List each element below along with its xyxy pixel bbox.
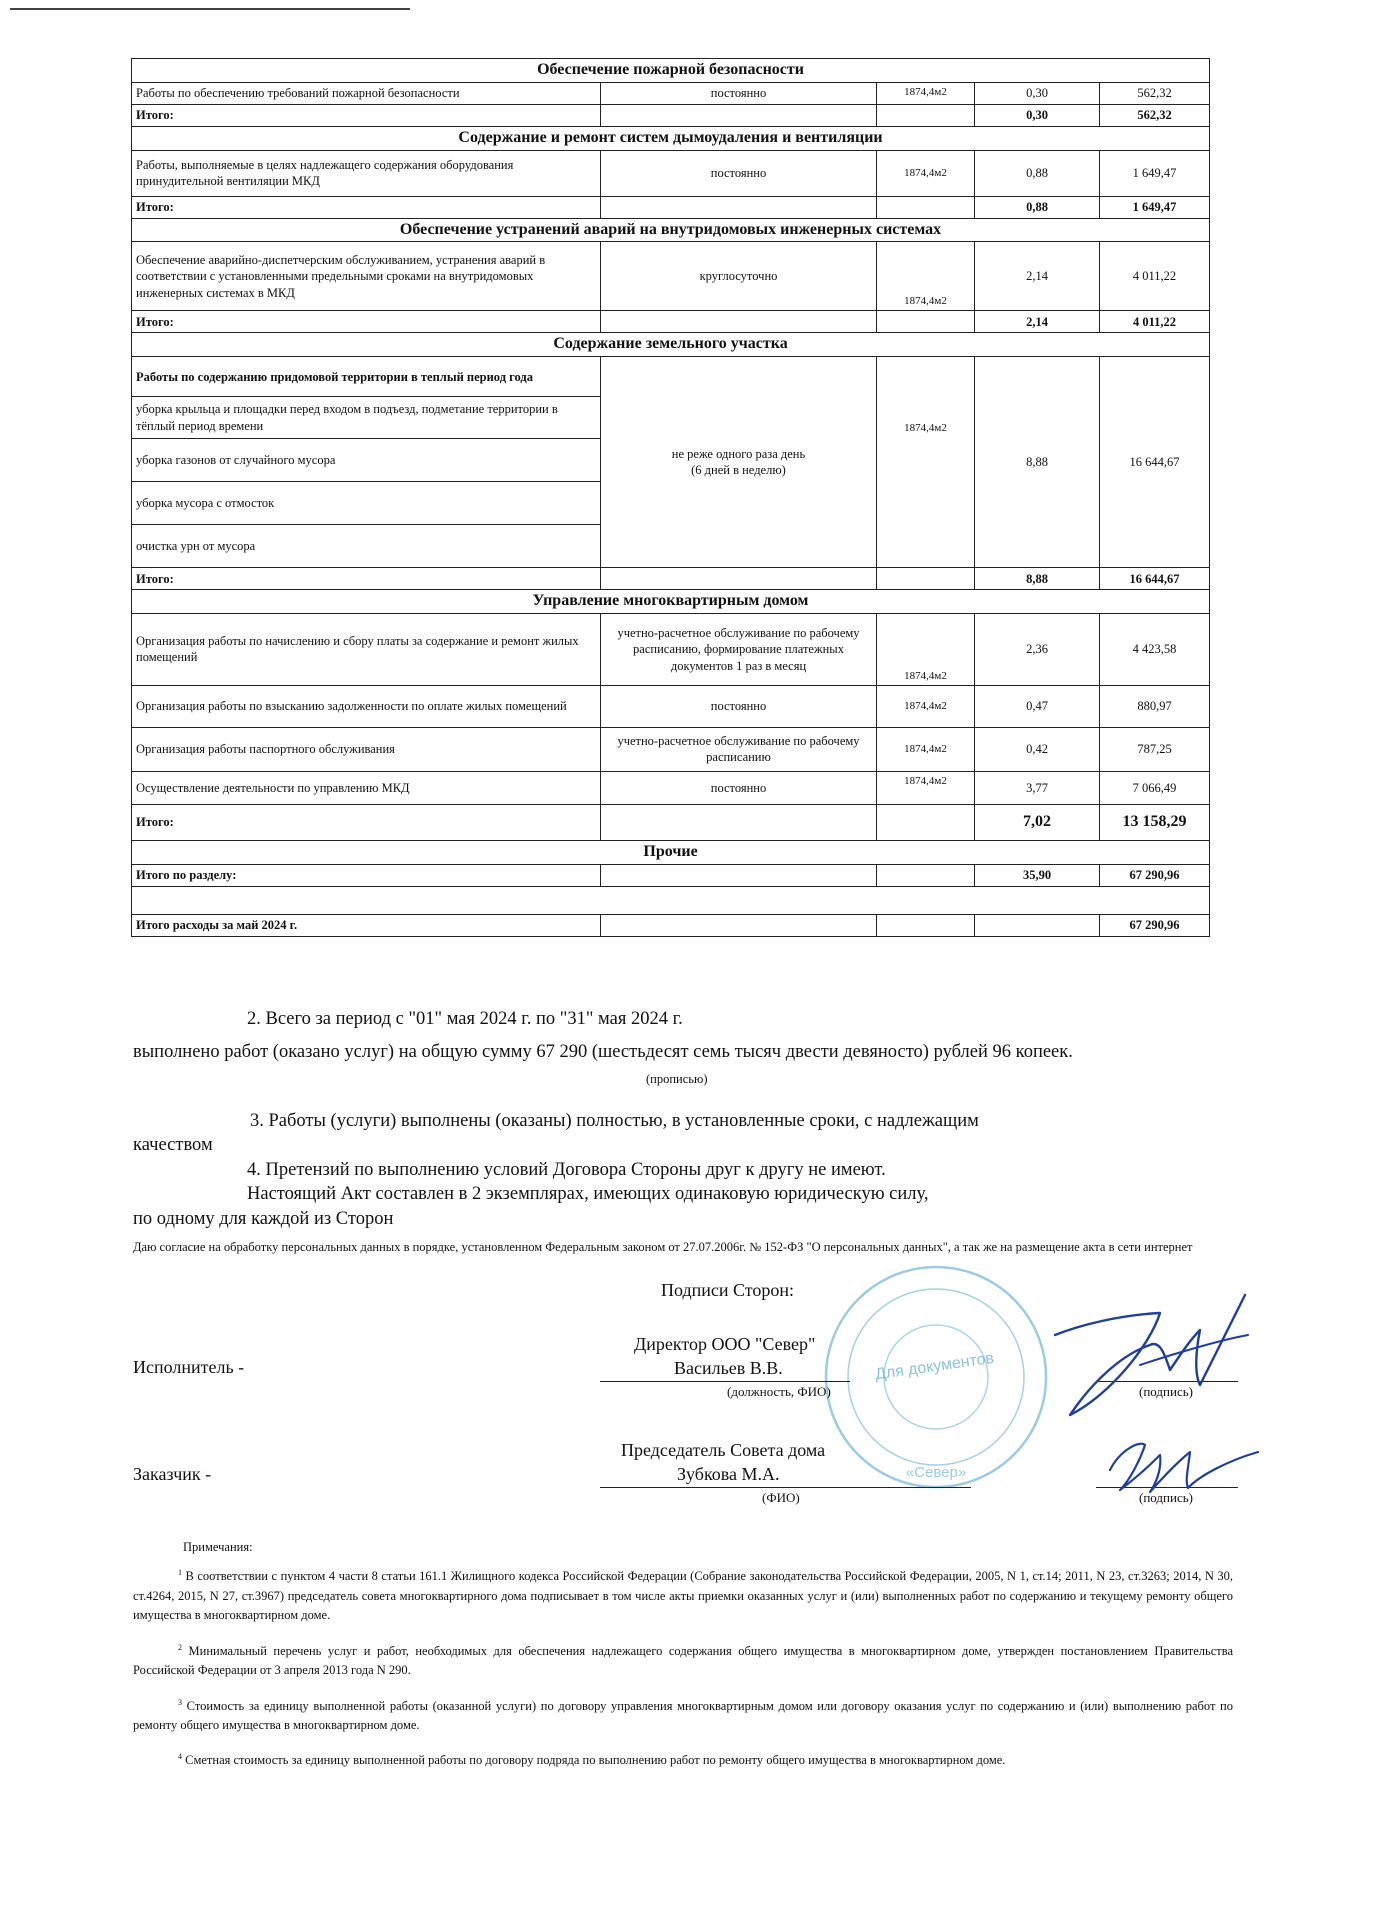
row-area: 1874,4м2 (877, 82, 975, 104)
note-2-text: Минимальный перечень услуг и работ, необходимых для обеспечения надлежащего содержания общего имущества в многоквартирном доме, утвержден постановлением Правительства Российской Федерации от 3 апреля 2013 года N 290. (133, 1643, 1234, 1678)
stamp-text: Для документов (874, 1349, 996, 1384)
paragraph-5-line-2: по одному для каждой из Сторон (133, 1209, 394, 1229)
row-rate: 2,36 (975, 613, 1100, 685)
row-rate: 0,30 (975, 82, 1100, 104)
grand-total-sum: 67 290,96 (1100, 914, 1210, 936)
row-sum: 562,32 (1100, 82, 1210, 104)
note-3: $^3$ Стоимость за единицу выполненной работы (оказанной услуги) по договору управления многоквартирным домом или договору оказания услуг по содержанию и (или) выполнению работ по ремонту общего имущества в многоквартирном доме. (133, 1697, 1233, 1733)
row-sum: 4 423,58 (1100, 613, 1210, 685)
section-total-rate: 35,90 (975, 864, 1100, 886)
executor-name: Васильев В.В. (674, 1358, 783, 1378)
land-item: очистка урн от мусора (132, 525, 601, 568)
row-area: 1874,4м2 (877, 613, 975, 685)
row-sum: 880,97 (1100, 685, 1210, 727)
land-rate: 8,88 (975, 357, 1100, 568)
row-area: 1874,4м2 (877, 150, 975, 196)
note-3-text: Стоимость за единицу выполненной работы (оказанной услуги) по договору управления многоквартирным домом или договору оказания услуг по содержанию и (или) выполнению работ по ремонту общего имущества в многоквартирном доме. (133, 1698, 1233, 1733)
land-item: уборка крыльца и площадки перед входом в подъезд, подметание территории в тёплый период времени (132, 397, 601, 439)
row-rate: 2,14 (975, 242, 1100, 311)
land-item: уборка мусора с отмосток (132, 482, 601, 525)
executor-caption: (должность, ФИО) (727, 1384, 831, 1399)
row-period: постоянно (601, 771, 877, 804)
row-name: Работы по обеспечению требований пожарной безопасности (132, 82, 601, 104)
total-sum: 13 158,29 (1100, 804, 1210, 840)
signatures-heading: Подписи Сторон: (661, 1280, 795, 1300)
row-sum: 1 649,47 (1100, 150, 1210, 196)
row-sum: 4 011,22 (1100, 242, 1210, 311)
row-name: Организация работы паспортного обслуживания (132, 727, 601, 771)
total-label: Итого: (132, 104, 601, 126)
section-title-other: Прочие (132, 840, 1210, 864)
total-rate: 0,30 (975, 104, 1100, 126)
section-title-emergency: Обеспечение устранений аварий на внутридомовых инженерных системах (132, 218, 1210, 242)
row-sum: 7 066,49 (1100, 771, 1210, 804)
customer-signature (1100, 1430, 1260, 1500)
note-1-text: В соответствии с пунктом 4 части 8 статьи 161.1 Жилищного кодекса Российской Федерации (Собрание законодательства Российской Федерации, 2005, N 1, ст.14; 2011, N 23, ст.3263; 2014, N 30, ст.4264, 2015, N 27, ст.3967) председатель совета многоквартирного дома подписывает в том числе акты приемки оказанных услуг и (или) выполненных работ по содержанию и текущему ремонту общего имущества в многоквартирном доме. (133, 1569, 1233, 1623)
customer-name: Зубкова М.А. (677, 1464, 780, 1484)
executor-label: Исполнитель - (133, 1357, 245, 1377)
services-table (131, 58, 1210, 937)
row-period: учетно-расчетное обслуживание по рабочему расписанию (601, 727, 877, 771)
stamp-org: «Север» (905, 1464, 967, 1481)
total-sum: 1 649,47 (1100, 196, 1210, 218)
land-period: не реже одного раза день (6 дней в неделю) (601, 357, 877, 568)
row-rate: 3,77 (975, 771, 1100, 804)
executor-name-line (600, 1381, 850, 1382)
total-rate: 8,88 (975, 568, 1100, 590)
row-sum: 787,25 (1100, 727, 1210, 771)
notes-heading: Примечания: (183, 1540, 253, 1554)
section-title-fire: Обеспечение пожарной безопасности (132, 59, 1210, 83)
paragraph-5-line-1: Настоящий Акт составлен в 2 экземплярах, имеющих одинаковую юридическую силу, (247, 1184, 929, 1204)
scan-top-line (10, 8, 410, 10)
company-stamp (822, 1263, 1050, 1491)
total-rate: 2,14 (975, 311, 1100, 333)
total-label: Итого: (132, 804, 601, 840)
customer-name-line (600, 1487, 971, 1488)
row-name: Организация работы по взысканию задолженности по оплате жилых помещений (132, 685, 601, 727)
section-total-sum: 67 290,96 (1100, 864, 1210, 886)
paragraph-2-line-1: 2. Всего за период с "01" мая 2024 г. по "31" мая 2024 г. (247, 1009, 683, 1029)
grand-total-label: Итого расходы за май 2024 г. (132, 914, 601, 936)
total-label: Итого: (132, 311, 601, 333)
paragraph-3-line-2: качеством (133, 1135, 213, 1155)
total-label: Итого: (132, 196, 601, 218)
land-item: уборка газонов от случайного мусора (132, 439, 601, 482)
paragraph-2-line-2: выполнено работ (оказано услуг) на общую сумму 67 290 (шестьдесят семь тысяч двести девяносто) рублей 96 копеек. (133, 1042, 1073, 1062)
row-period: круглосуточно (601, 242, 877, 311)
customer-caption: (ФИО) (762, 1490, 800, 1505)
total-sum: 16 644,67 (1100, 568, 1210, 590)
paragraph-3-line-1: 3. Работы (услуги) выполнены (оказаны) полностью, в установленные сроки, с надлежащим (250, 1111, 979, 1131)
row-period: постоянно (601, 150, 877, 196)
row-period: постоянно (601, 82, 877, 104)
executor-position: Директор ООО "Север" (634, 1334, 816, 1354)
row-rate: 0,42 (975, 727, 1100, 771)
row-period: учетно-расчетное обслуживание по рабочему расписанию, формирование платежных документов 1 раз в месяц (601, 613, 877, 685)
section-title-management: Управление многоквартирным домом (132, 590, 1210, 614)
note-4: $^4$ Сметная стоимость за единицу выполненной работы по договору подряда по выполнению работ по ремонту общего имущества в многоквартирном доме. (178, 1752, 1006, 1768)
executor-signature (1050, 1285, 1250, 1425)
row-name: Работы, выполняемые в целях надлежащего содержания оборудования принудительной вентиляции МКД (132, 150, 601, 196)
customer-label: Заказчик - (133, 1464, 212, 1484)
total-sum: 4 011,22 (1100, 311, 1210, 333)
paragraph-2-caption: (прописью) (646, 1072, 708, 1086)
row-name: Обеспечение аварийно-диспетчерским обслуживанием, устранения аварий в соответствии с установленными предельными сроками на внутридомовых инженерных системах в МКД (132, 242, 601, 311)
total-label: Итого: (132, 568, 601, 590)
group-heading: Работы по содержанию придомовой территории в теплый период года (132, 357, 601, 397)
executor-sign-caption: (подпись) (1139, 1384, 1193, 1399)
section-title-land: Содержание земельного участка (132, 333, 1210, 357)
customer-position: Председатель Совета дома (621, 1440, 826, 1460)
land-sum: 16 644,67 (1100, 357, 1210, 568)
total-rate: 0,88 (975, 196, 1100, 218)
note-4-text: Сметная стоимость за единицу выполненной работы по договору подряда по выполнению работ по ремонту общего имущества в многоквартирном доме. (185, 1753, 1006, 1768)
spacer-row (132, 886, 1210, 914)
row-area: 1874,4м2 (877, 727, 975, 771)
row-area: 1874,4м2 (877, 242, 975, 311)
row-name: Организация работы по начислению и сбору платы за содержание и ремонт жилых помещений (132, 613, 601, 685)
row-area: 1874,4м2 (877, 685, 975, 727)
total-sum: 562,32 (1100, 104, 1210, 126)
row-rate: 0,47 (975, 685, 1100, 727)
row-area: 1874,4м2 (877, 771, 975, 804)
customer-sign-caption: (подпись) (1139, 1490, 1193, 1505)
note-1: $^1$ В соответствии с пунктом 4 части 8 статьи 161.1 Жилищного кодекса Российской Федерации (Собрание законодательства Российской Федерации, 2005, N 1, ст.14; 2011, N 23, ст.3263; 2014, N 30, ст.4264, 2015, N 27, ст.3967) председатель совета многоквартирного дома подписывает в том числе акты приемки оказанных услуг и (или) выполненных работ по содержанию и текущему ремонту общего имущества в многоквартирном доме. (133, 1568, 1233, 1623)
section-total-label: Итого по разделу: (132, 864, 601, 886)
section-title-ventilation: Содержание и ремонт систем дымоудаления и вентиляции (132, 126, 1210, 150)
row-name: Осуществление деятельности по управлению МКД (132, 771, 601, 804)
consent-text: Даю согласие на обработку персональных данных в порядке, установленном Федеральным законом от 27.07.2006г. № 152-ФЗ "О персональных данных", а так же на размещение акта в сети интернет (133, 1240, 1193, 1254)
note-2: $^2$ Минимальный перечень услуг и работ, необходимых для обеспечения надлежащего содержания общего имущества в многоквартирном доме, утвержден постановлением Правительства Российской Федерации от 3 апреля 2013 года N 290. (133, 1642, 1234, 1678)
notes (133, 1538, 1233, 1787)
paragraph-4: 4. Претензий по выполнению условий Договора Стороны друг к другу не имеют. (247, 1160, 886, 1180)
row-period: постоянно (601, 685, 877, 727)
land-area: 1874,4м2 (877, 357, 975, 568)
row-rate: 0,88 (975, 150, 1100, 196)
total-rate: 7,02 (975, 804, 1100, 840)
